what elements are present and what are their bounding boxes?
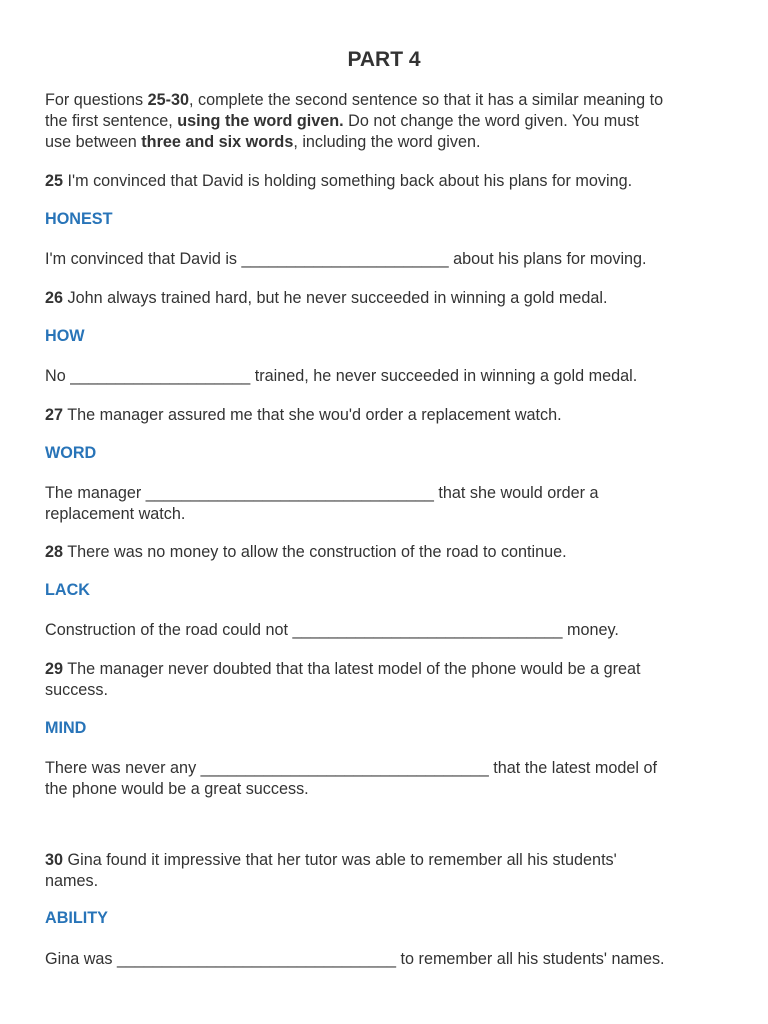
question-text: success.	[45, 681, 108, 699]
question-29-answer[interactable]	[45, 758, 725, 800]
question-27-keyword: WORD	[45, 444, 97, 462]
question-26-keyword: HOW	[45, 327, 85, 345]
question-number: 29	[45, 660, 64, 678]
question-number: 26	[45, 289, 64, 307]
answer-line: There was never any ________________________________ that the latest model of	[45, 759, 658, 777]
answer-line: Gina was _______________________________ to remember all his students' names.	[45, 950, 665, 968]
instructions-text: For questions	[45, 91, 148, 109]
instructions-line-3	[45, 132, 725, 153]
instructions	[45, 90, 725, 153]
question-text: names.	[45, 872, 99, 890]
question-25-keyword: HONEST	[45, 210, 113, 228]
question-30-keyword: ABILITY	[45, 909, 108, 927]
question-29-keyword: MIND	[45, 719, 87, 737]
answer-line: the phone would be a great success.	[45, 780, 309, 798]
question-text: I'm convinced that David is holding something back about his plans for moving.	[67, 172, 633, 190]
question-28-keyword: LACK	[45, 581, 90, 599]
answer-line: No ____________________ trained, he never succeeded in winning a gold medal.	[45, 367, 638, 385]
instructions-emphasis: using the word given.	[177, 112, 344, 130]
instructions-text: use between	[45, 133, 142, 151]
question-number: 25	[45, 172, 64, 190]
instructions-line-2	[45, 111, 725, 132]
question-27-answer[interactable]	[45, 483, 725, 525]
instructions-emphasis: three and six words	[141, 133, 294, 151]
question-29-prompt	[45, 659, 725, 701]
question-text: The manager assured me that she wou'd order a replacement watch.	[67, 406, 562, 424]
question-26-prompt	[45, 288, 725, 309]
page-title: PART 4	[347, 48, 421, 71]
question-number: 30	[45, 851, 64, 869]
question-25-prompt	[45, 171, 725, 192]
answer-line: I'm convinced that David is _______________________ about his plans for moving.	[45, 250, 647, 268]
question-text: John always trained hard, but he never succeeded in winning a gold medal.	[67, 289, 608, 307]
question-27-prompt	[45, 405, 725, 426]
question-number: 27	[45, 406, 64, 424]
instructions-line-1	[45, 90, 725, 111]
question-text: Gina found it impressive that her tutor was able to remember all his students'	[67, 851, 617, 869]
instructions-text: Do not change the word given. You must	[343, 112, 639, 130]
answer-line: replacement watch.	[45, 505, 186, 523]
question-30-answer[interactable]	[45, 949, 725, 970]
question-text: The manager never doubted that tha latest model of the phone would be a great	[67, 660, 641, 678]
question-28-answer[interactable]	[45, 620, 725, 641]
instructions-text: , complete the second sentence so that it has a similar meaning to	[188, 91, 664, 109]
answer-line: Construction of the road could not ______________________________ money.	[45, 621, 619, 639]
question-number: 28	[45, 543, 64, 561]
question-26-answer[interactable]	[45, 366, 725, 387]
question-30-prompt	[45, 850, 725, 892]
question-25-answer[interactable]	[45, 249, 725, 270]
question-28-prompt	[45, 542, 725, 563]
instructions-text: , including the word given.	[293, 133, 481, 151]
answer-line: The manager ________________________________ that she would order a	[45, 484, 599, 502]
instructions-text: the first sentence,	[45, 112, 178, 130]
question-text: There was no money to allow the construction of the road to continue.	[67, 543, 567, 561]
question-range: 25-30	[147, 91, 189, 109]
